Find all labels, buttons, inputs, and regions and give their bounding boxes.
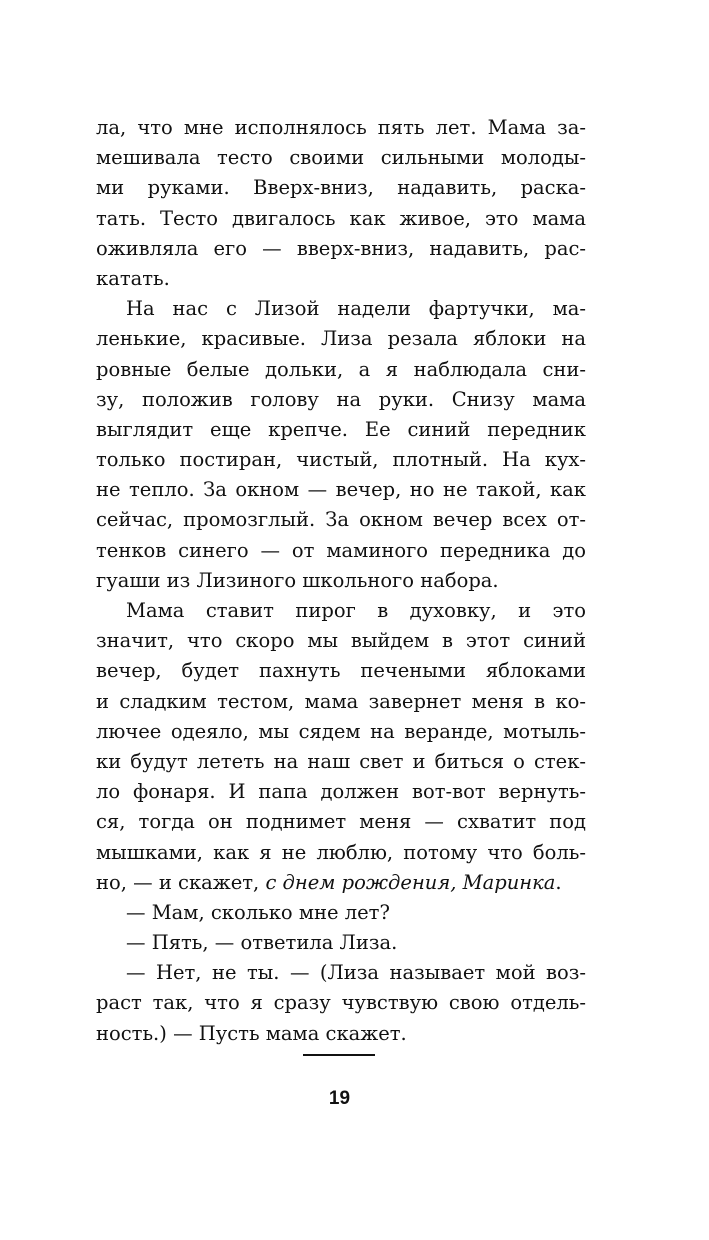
text-line: только постиран, чистый, плотный. На кух- (96, 448, 586, 472)
text-line: раст так, что я сразу чувствую свою отдель- (96, 991, 586, 1015)
text-line: сейчас, промозглый. За окном вечер всех от- (96, 508, 586, 532)
italic-text-span: с днем рождения, Маринка (265, 870, 556, 894)
text-line: катать. (96, 266, 170, 290)
dialogue-line: — Мам, сколько мне лет? (126, 900, 390, 924)
text-line: зу, положив голову на руки. Снизу мама (96, 387, 586, 411)
text-line: ленькие, красивые. Лиза резала яблоки на (96, 327, 586, 351)
text-line: вечер, будет пахнуть печеными яблоками (96, 659, 586, 683)
text-line: ся, тогда он поднимет меня — схватит под (96, 810, 586, 834)
text-line: лючее одеяло, мы сядем на веранде, мотыль- (96, 719, 586, 743)
text-span: . (555, 870, 562, 894)
text-line: ло фонаря. И папа должен вот-вот вернуть- (96, 780, 586, 804)
text-line: значит, что скоро мы выйдем в этот синий (96, 629, 586, 653)
dialogue-line: — Пять, — ответила Лиза. (126, 931, 398, 955)
text-line: оживляла его — вверх-вниз, надавить, рас- (96, 236, 586, 260)
text-line: ность.) — Пусть мама скажет. (96, 1021, 407, 1045)
text-line: не тепло. За окном — вечер, но не такой, как (96, 478, 586, 502)
text-line: гуаши из Лизиного школьного набора. (96, 568, 499, 592)
text-line: ровные белые дольки, а я наблюдала сни- (96, 357, 586, 381)
text-line: мышками, как я не люблю, потому что боль- (96, 840, 586, 864)
text-line: На нас с Лизой надели фартучки, ма- (126, 297, 586, 321)
page-text (96, 113, 586, 1049)
text-line: ми руками. Вверх-вниз, надавить, раска- (96, 176, 586, 200)
text-line: мешивала тесто своими сильными молоды- (96, 146, 586, 170)
text-span: но, — и скажет, (96, 870, 266, 894)
page-number: 19 (328, 1088, 351, 1109)
text-line: тать. Тесто двигалось как живое, это мама (96, 206, 586, 230)
text-line: ла, что мне исполнялось пять лет. Мама за- (96, 116, 586, 139)
text-line: и сладким тестом, мама завернет меня в ко- (96, 689, 586, 713)
text-line: ки будут лететь на наш свет и биться о стек- (96, 749, 586, 773)
section-divider (303, 1054, 375, 1056)
dialogue-line: — Нет, не ты. — (Лиза называет мой воз- (126, 961, 586, 985)
text-line-mixed (96, 868, 586, 898)
text-line: тенков синего — от маминого передника до (96, 538, 586, 562)
text-line: выглядит еще крепче. Ее синий передник (96, 417, 586, 441)
text-line: Мама ставит пирог в духовку, и это (126, 599, 586, 622)
